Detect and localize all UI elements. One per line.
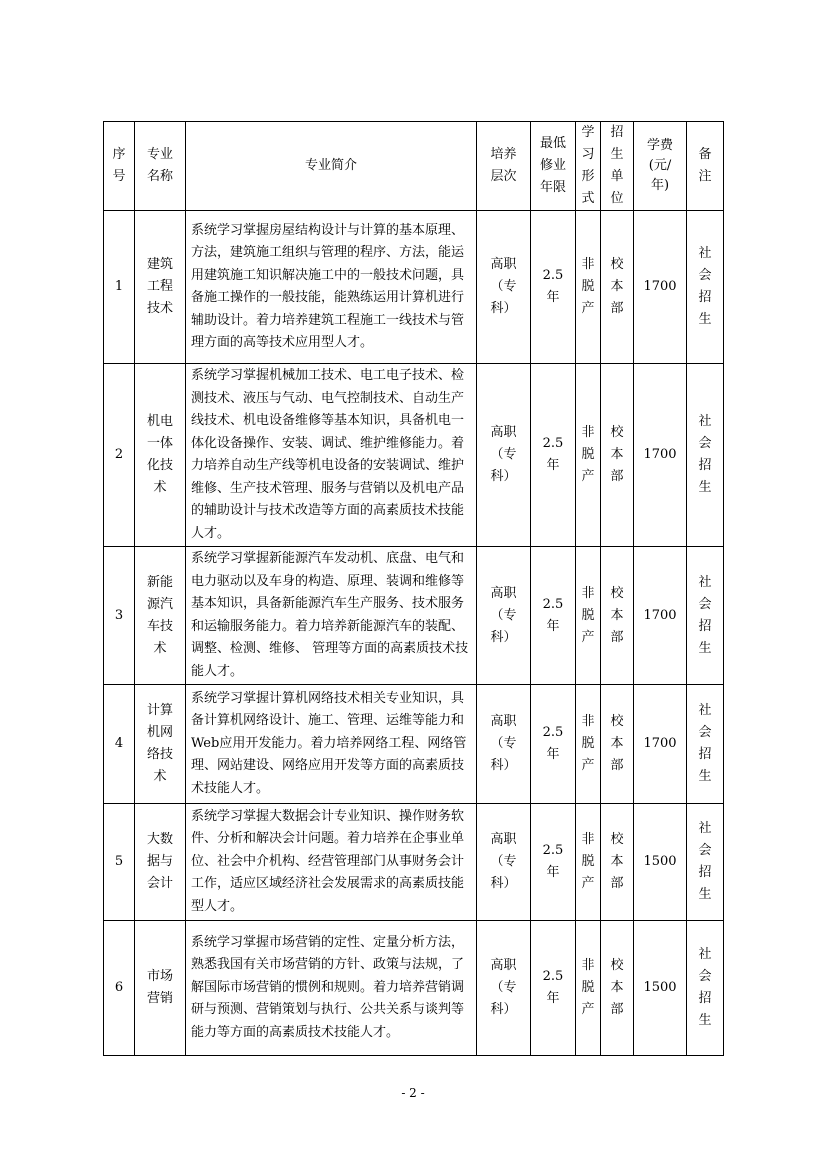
row-intro: 系统学习掌握机械加工技术、电工电子技术、检测技术、液压与气动、电气控制技术、自动生产线技术、机电设备维修等基本知识，具备机电一体化设备操作、安装、调试、维护维修能力。着力培养自动生产线等机电设备的安装调试、维护维修、生产技术管理、服务与营销以及机电产品的辅助设计与技术改造等方面的高素质技术技能人才。 [186, 364, 477, 547]
row-seq: 5 [104, 804, 135, 921]
row-intro: 系统学习掌握计算机网络技术相关专业知识，具备计算机网络设计、施工、管理、运维等能力和Web应用开发能力。着力培养网络工程、网络管理、网站建设、网络应用开发等方面的高素质技术技能人才。 [186, 685, 477, 804]
majors-table [103, 121, 724, 1056]
header-seq: 序号 [104, 122, 135, 211]
header-note: 备注 [687, 122, 724, 211]
row-name: 建筑工程技术 [135, 211, 186, 364]
row-name: 市场营销 [135, 921, 186, 1056]
row-years: 2.5年 [531, 685, 576, 804]
table-row [104, 211, 724, 364]
row-note: 社会招生 [687, 547, 724, 685]
row-mode: 非脱产 [576, 211, 601, 364]
row-fee: 1700 [634, 211, 687, 364]
row-intro: 系统学习掌握大数据会计专业知识、操作财务软件、分析和解决会计问题。着力培养在企事业单位、社会中介机构、经营管理部门从事财务会计工作，适应区域经济社会发展需求的高素质技能型人才。 [186, 804, 477, 921]
row-fee: 1500 [634, 921, 687, 1056]
row-level: 高职（专科） [477, 921, 531, 1056]
row-fee: 1700 [634, 547, 687, 685]
row-unit: 校本部 [601, 547, 634, 685]
row-note: 社会招生 [687, 364, 724, 547]
row-unit: 校本部 [601, 804, 634, 921]
header-level: 培养层次 [477, 122, 531, 211]
row-fee: 1500 [634, 804, 687, 921]
row-years: 2.5年 [531, 804, 576, 921]
row-unit: 校本部 [601, 685, 634, 804]
row-seq: 6 [104, 921, 135, 1056]
header-mode: 学习形式 [576, 122, 601, 211]
row-level: 高职（专科） [477, 211, 531, 364]
row-years: 2.5年 [531, 921, 576, 1056]
table-row [104, 685, 724, 804]
row-name: 机电一体化技术 [135, 364, 186, 547]
row-unit: 校本部 [601, 364, 634, 547]
row-mode: 非脱产 [576, 921, 601, 1056]
row-note: 社会招生 [687, 211, 724, 364]
row-unit: 校本部 [601, 921, 634, 1056]
row-seq: 2 [104, 364, 135, 547]
table-row [104, 547, 724, 685]
row-seq: 3 [104, 547, 135, 685]
row-mode: 非脱产 [576, 804, 601, 921]
row-years: 2.5年 [531, 547, 576, 685]
row-fee: 1700 [634, 364, 687, 547]
header-intro: 专业简介 [186, 122, 477, 211]
row-note: 社会招生 [687, 921, 724, 1056]
row-intro: 系统学习掌握房屋结构设计与计算的基本原理、方法，建筑施工组织与管理的程序、方法，能运用建筑施工知识解决施工中的一般技术问题，具备施工操作的一般技能，能熟练运用计算机进行辅助设计。着力培养建筑工程施工一线技术与管理方面的高等技术应用型人才。 [186, 211, 477, 364]
row-level: 高职（专科） [477, 804, 531, 921]
row-mode: 非脱产 [576, 364, 601, 547]
row-fee: 1700 [634, 685, 687, 804]
header-name: 专业名称 [135, 122, 186, 211]
row-mode: 非脱产 [576, 685, 601, 804]
row-level: 高职（专科） [477, 364, 531, 547]
row-mode: 非脱产 [576, 547, 601, 685]
row-intro: 系统学习掌握市场营销的定性、定量分析方法，熟悉我国有关市场营销的方针、政策与法规，了解国际市场营销的惯例和规则。着力培养营销调研与预测、营销策划与执行、公共关系与谈判等能力等方面的高素质技术技能人才。 [186, 921, 477, 1056]
row-seq: 1 [104, 211, 135, 364]
row-name: 计算机网络技术 [135, 685, 186, 804]
table-row [104, 921, 724, 1056]
header-years: 最低修业年限 [531, 122, 576, 211]
header-row [104, 122, 724, 211]
row-name: 大数据与会计 [135, 804, 186, 921]
header-fee: 学费(元/年) [634, 122, 687, 211]
page-number: - 2 - [401, 1086, 425, 1100]
row-name: 新能源汽车技术 [135, 547, 186, 685]
row-note: 社会招生 [687, 804, 724, 921]
row-level: 高职（专科） [477, 547, 531, 685]
row-years: 2.5年 [531, 364, 576, 547]
table-row [104, 364, 724, 547]
row-unit: 校本部 [601, 211, 634, 364]
row-seq: 4 [104, 685, 135, 804]
header-unit: 招生单位 [601, 122, 634, 211]
row-note: 社会招生 [687, 685, 724, 804]
table-row [104, 804, 724, 921]
row-level: 高职（专科） [477, 685, 531, 804]
row-intro: 系统学习掌握新能源汽车发动机、底盘、电气和电力驱动以及车身的构造、原理、装调和维修等基本知识，具备新能源汽车生产服务、技术服务和运输服务能力。着力培养新能源汽车的装配、调整、检测、维修、 管理等方面的高素质技术技能人才。 [186, 547, 477, 685]
row-years: 2.5年 [531, 211, 576, 364]
